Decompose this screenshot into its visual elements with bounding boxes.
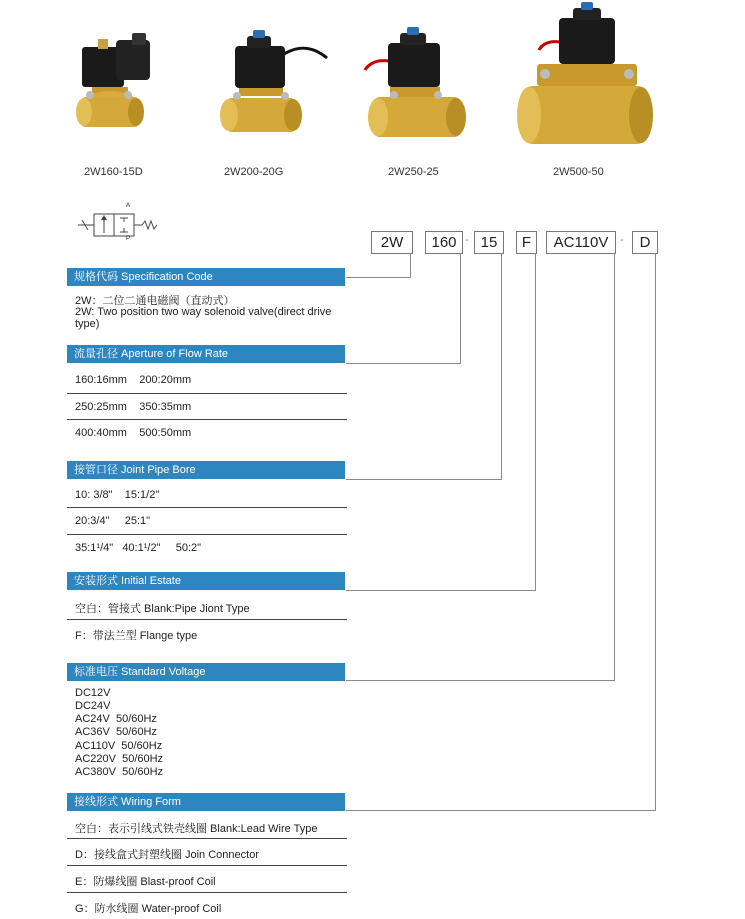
voltage-line: AC36V 50/60Hz <box>75 726 157 738</box>
connector-line <box>535 253 536 591</box>
connector-line <box>614 253 615 681</box>
wiring-row: G：防水线圈 Water-proof Coil <box>75 903 222 915</box>
spec-code-line: 2W：二位二通电磁阀（直动式） <box>75 295 235 307</box>
row-divider <box>67 393 347 394</box>
port-p-label: P <box>126 236 131 242</box>
connector-line <box>346 479 502 480</box>
connector-line <box>346 277 411 278</box>
pipe-bore-row: 10: 3/8" 15:1/2" <box>75 489 160 501</box>
product-caption: 2W160-15D <box>84 166 143 178</box>
voltage-line: DC12V <box>75 687 111 699</box>
aperture-row: 160:16mm 200:20mm <box>75 374 192 386</box>
connector-line <box>410 253 411 277</box>
section-header-wiring: 接线形式 Wiring Form <box>67 793 345 811</box>
install-type-row: F：带法兰型 Flange type <box>75 630 198 642</box>
port-a-label: A <box>126 203 131 209</box>
voltage-line: AC24V 50/60Hz <box>75 713 157 725</box>
install-type-row: 空白：管接式 Blank:Pipe Jiont Type <box>75 603 250 615</box>
connector-line <box>346 810 656 811</box>
row-divider <box>67 507 347 508</box>
pipe-bore-row: 35:1¹/4" 40:1¹/2" 50:2" <box>75 542 202 554</box>
connector-line <box>501 253 502 480</box>
row-divider <box>67 534 347 535</box>
section-header-spec-code: 规格代码 Specification Code <box>67 268 345 286</box>
connector-line <box>346 363 461 364</box>
row-divider <box>67 892 347 893</box>
solenoid-valve-icon <box>360 25 475 145</box>
wiring-row: E：防爆线圈 Blast-proof Coil <box>75 876 216 888</box>
connector-line <box>655 253 656 811</box>
pipe-bore-row: 20:3/4" 25:1" <box>75 515 151 527</box>
product-caption: 2W500-50 <box>553 166 604 178</box>
section-header-aperture: 流量孔径 Aperture of Flow Rate <box>67 345 345 363</box>
voltage-line: AC220V 50/60Hz <box>75 753 164 765</box>
code-part-type: 2W <box>371 231 413 254</box>
code-part-install: F <box>516 231 537 254</box>
code-part-wiring: D <box>632 231 658 254</box>
row-divider <box>67 838 347 839</box>
code-separator: - <box>620 234 624 246</box>
code-separator: - <box>465 234 469 246</box>
wiring-row: 空白：表示引线式铁壳线圈 Blank:Lead Wire Type <box>75 823 318 835</box>
code-part-voltage: AC110V <box>546 231 616 254</box>
valve-schematic-icon <box>76 206 166 244</box>
spec-code-line: 2W: Two position two way solenoid valve(direct drive type) <box>75 306 332 330</box>
voltage-line: AC380V 50/60Hz <box>75 766 164 778</box>
wiring-row: D：接线盒式封塑线圈 Join Connector <box>75 849 259 861</box>
solenoid-valve-large-icon <box>515 2 655 157</box>
product-caption: 2W200-20G <box>224 166 284 178</box>
section-header-install-type: 安装形式 Initial Estate <box>67 572 345 590</box>
section-header-voltage: 标准电压 Standard Voltage <box>67 663 345 681</box>
code-part-bore: 15 <box>474 231 504 254</box>
row-divider <box>67 419 347 420</box>
solenoid-valve-small-icon <box>70 25 170 140</box>
aperture-row: 250:25mm 350:35mm <box>75 401 192 413</box>
aperture-row: 400:40mm 500:50mm <box>75 427 192 439</box>
row-divider <box>67 865 347 866</box>
connector-line <box>460 253 461 364</box>
code-part-aperture: 160 <box>425 231 463 254</box>
voltage-line: DC24V <box>75 700 111 712</box>
product-caption: 2W250-25 <box>388 166 439 178</box>
product-gallery <box>0 0 745 185</box>
solenoid-valve-icon <box>215 28 330 143</box>
section-header-pipe-bore: 接管口径 Joint Pipe Bore <box>67 461 345 479</box>
connector-line <box>346 590 536 591</box>
row-divider <box>67 619 347 620</box>
connector-line <box>346 680 615 681</box>
voltage-line: AC110V 50/60Hz <box>75 740 163 752</box>
